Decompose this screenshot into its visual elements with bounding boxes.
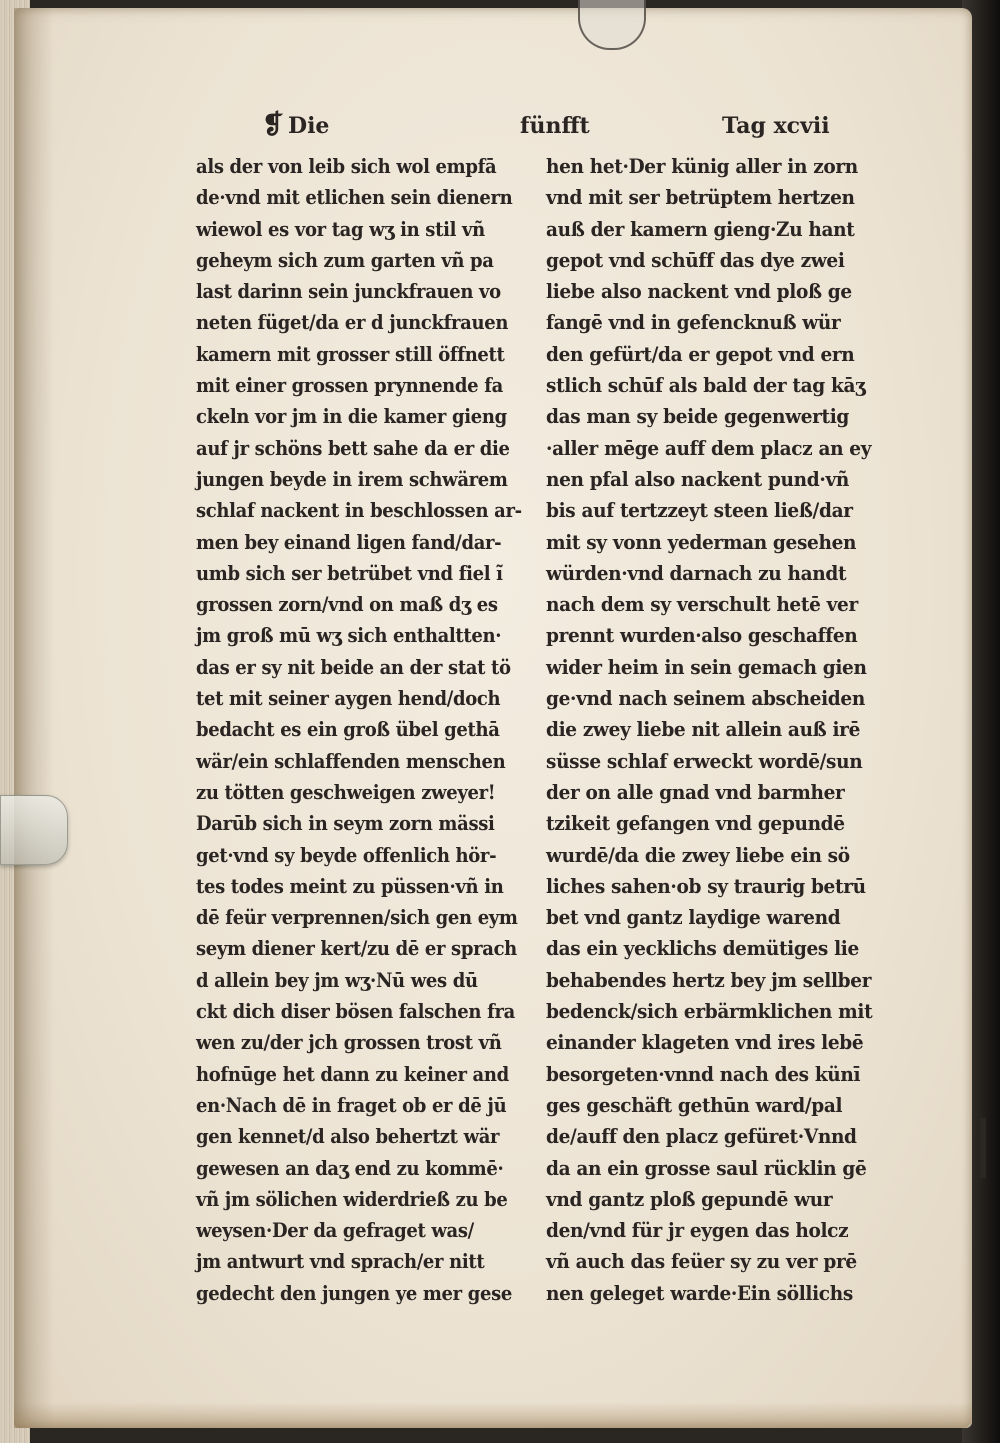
text-line: zu tötten geschweigen zweyer! [196,780,496,804]
text-line: de·vnd mit etlichen sein dienern [196,186,513,210]
text-line: fangē vnd in gefencknuß wür [546,311,841,335]
text-line: jungen beyde in irem schwärem [196,467,508,491]
text-line: nen geleget warde·Ein söllichs [546,1281,853,1305]
text-line: geheym sich zum garten vñ pa [196,248,494,272]
text-line: tes todes meint zu püssen·vñ in [196,874,504,898]
text-line: der on alle gnad vnd barmher [546,780,845,804]
text-line: liches sahen·ob sy traurig betrū [546,874,866,898]
text-line: bis auf tertzzeyt steen ließ/dar [546,499,853,523]
text-line: get·vnd sy beyde offenlich hör- [196,843,497,867]
text-line: en·Nach dē in fraget ob er dē jū [196,1093,507,1117]
text-line: umb sich ser betrübet vnd fiel ĩ [196,561,503,585]
text-line: jm antwurt vnd sprach/er nitt [196,1250,485,1274]
text-line: das ein yecklichs demütiges lie [546,937,859,961]
text-line: behabendes hertz bey jm sellber [546,968,872,992]
text-line: tet mit seiner aygen hend/doch [196,687,501,711]
text-line: einander klageten vnd ires lebē [546,1031,864,1055]
text-column-left [196,151,544,1309]
text-line: jm groß mū wʒ sich enthaltten· [196,624,502,648]
header-folio: Tag xcvii [722,113,830,139]
text-line: wurdē/da die zwey liebe ein sö [546,843,850,867]
text-line: den gefürt/da er gepot vnd ern [546,342,855,366]
text-line: vnd mit ser betrüptem hertzen [546,186,855,210]
text-line: vnd gantz ploß gepundē wur [546,1187,833,1211]
text-line: als der von leib sich wol empfā [196,155,497,178]
right-edge-mark [980,1118,986,1178]
text-line: hen het·Der künig aller in zorn [546,155,858,178]
text-line: prennt wurden·also geschaffen [546,624,858,648]
text-column-right [546,151,884,1309]
text-line: gepot vnd schūff das dye zwei [546,248,845,272]
text-line: ·aller mēge auff dem placz an ey [546,436,872,460]
text-line: das er sy nit beide an der stat tö [196,655,511,679]
text-line: würden·vnd darnach zu handt [546,561,847,585]
text-line: d allein bey jm wʒ·Nū wes dū [196,968,478,992]
text-line: wider heim in sein gemach gien [546,655,867,679]
text-line: da an ein grosse saul rücklin gē [546,1156,867,1180]
text-line: süsse schlaf erweckt wordē/sun [546,749,863,773]
text-line: gedecht den jungen ye mer gese [196,1281,513,1305]
text-line: men bey einand ligen fand/dar- [196,530,502,554]
text-line: bet vnd gantz laydige warend [546,906,841,930]
text-line: die zwey liebe nit allein auß irē [546,718,861,742]
text-line: bedacht es ein groß übel gethā [196,718,500,742]
text-line: schlaf nackent in beschlossen ar- [196,499,522,523]
text-line: seym diener kert/zu dē er sprach [196,937,517,961]
text-line: auf jr schöns bett sahe da er die [196,436,510,460]
text-line: wär/ein schlaffenden menschen [196,749,506,773]
text-line: den/vnd für jr eygen das holcz [546,1219,849,1243]
pilcrow-mark: ❡ [262,110,284,140]
text-line: auß der kamern gieng·Zu hant [546,217,855,241]
text-line: mit einer grossen prynnende fa [196,374,503,398]
text-line: gewesen an daʒ end zu kommē· [196,1156,504,1180]
text-line: grossen zorn/vnd on maß dʒ es [196,593,498,617]
text-line: ckt dich diser bösen falschen fra [196,1000,515,1024]
left-glass-clip [0,795,68,865]
text-line: bedenck/sich erbärmklichen mit [546,1000,873,1024]
text-line: de/auff den placz gefüret·Vnnd [546,1125,857,1149]
text-line: ckeln vor jm in die kamer gieng [196,405,507,429]
text-line: wen zu/der jch grossen trost vñ [196,1031,502,1055]
text-line: nach dem sy verschult hetē ver [546,593,858,617]
text-line: vñ jm sölichen widerdrieß zu be [196,1187,508,1211]
running-header [262,110,852,149]
text-line: wiewol es vor tag wʒ in stil vñ [196,217,485,241]
text-line: ges geschäft gethūn ward/pal [546,1093,843,1117]
header-left: Die [288,113,330,139]
text-line: besorgeten·vnnd nach des künī [546,1062,861,1086]
text-line: stlich schūf als bald der tag kāʒ [546,374,866,398]
header-center: fünfft [520,113,590,139]
text-line: dē feür verprennen/sich gen eym [196,906,518,930]
text-line: das man sy beide gegenwertig [546,405,850,429]
text-line: gen kennet/d also behertzt wär [196,1125,500,1149]
text-line: weysen·Der da gefraget was/ [196,1219,474,1243]
text-line: Darūb sich in seym zorn mässi [196,812,495,836]
text-line: ge·vnd nach seinem abscheiden [546,687,865,711]
text-line: kamern mit grosser still öffnett [196,342,505,366]
text-line: neten füget/da er d junckfrauen [196,311,509,335]
text-line: last darinn sein junckfrauen vo [196,280,501,304]
text-line: mit sy vonn yederman gesehen [546,530,857,554]
text-line: nen pfal also nackent pund·vñ [546,467,849,491]
text-line: liebe also nackent vnd ploß ge [546,280,852,304]
text-line: hofnūge het dann zu keiner and [196,1062,509,1086]
text-line: tzikeit gefangen vnd gepundē [546,812,845,836]
text-line: vñ auch das feüer sy zu ver prē [546,1250,857,1274]
